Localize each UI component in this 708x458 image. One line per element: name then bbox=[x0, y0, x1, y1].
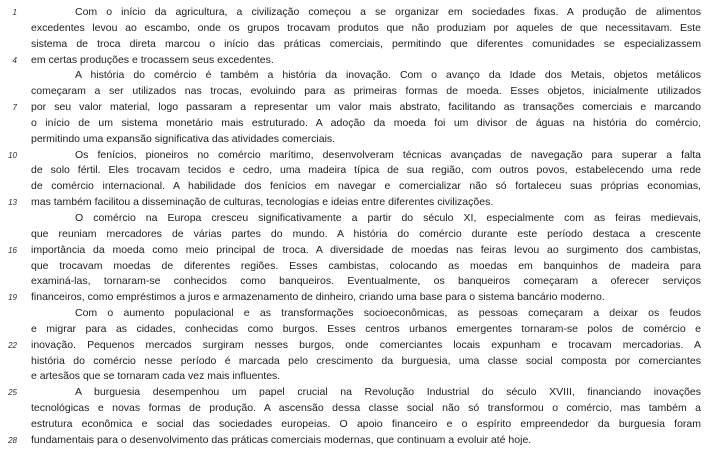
text-line-row bbox=[0, 369, 708, 385]
text-line-row bbox=[0, 401, 708, 417]
line-number: 22 bbox=[8, 340, 17, 350]
line-number bbox=[0, 274, 17, 290]
text-line-row bbox=[0, 163, 708, 179]
text-line-row bbox=[0, 100, 708, 116]
text-line-row bbox=[0, 84, 708, 100]
text-line-row bbox=[0, 116, 708, 132]
text-line-row bbox=[0, 53, 708, 69]
line-number: 19 bbox=[8, 293, 17, 303]
text-line-row bbox=[0, 227, 708, 243]
line-number bbox=[0, 354, 17, 370]
text-line-row bbox=[0, 322, 708, 338]
line-number: 28 bbox=[8, 435, 17, 445]
line-number: 4 bbox=[12, 55, 17, 65]
line-number bbox=[0, 163, 17, 179]
text-line: em certas produções e trocassem seus excedentes. bbox=[31, 53, 274, 66]
line-number bbox=[0, 322, 17, 338]
line-number: 13 bbox=[8, 198, 17, 208]
text-line: financeiros, como empréstimos a juros e armazenamento de dinheiro, criando uma base para o sistema bancário moderno. bbox=[31, 291, 605, 304]
text-line-row bbox=[0, 417, 708, 433]
line-number bbox=[0, 401, 17, 417]
line-number bbox=[0, 227, 17, 243]
text-line-row bbox=[0, 274, 708, 290]
text-line-row bbox=[0, 179, 708, 195]
line-number: 25 bbox=[8, 388, 17, 398]
line-number: 10 bbox=[8, 150, 17, 160]
text-line: Com o início da agricultura, a civilização começou a se organizar em sociedades fixas. A produção de alimentos bbox=[75, 6, 701, 18]
text-line: e migrar para as cidades, conhecidas como burgos. Esses centros urbanos emergentes tornaram-se polos de comércio e bbox=[31, 322, 701, 335]
text-line-row bbox=[0, 290, 708, 306]
line-number bbox=[0, 211, 17, 227]
text-line-row bbox=[0, 5, 708, 21]
text-line-row bbox=[0, 211, 708, 227]
line-number bbox=[0, 369, 17, 385]
text-line: começaram a ser utilizados nas trocas, evoluindo para as primeiras formas de moeda. Esses objetos, inicialmente utilizados bbox=[31, 85, 701, 98]
line-number: 16 bbox=[8, 245, 17, 255]
text-line: que reuniam mercadores de várias partes do mundo. A história do comércio durante este período destaca a crescente bbox=[31, 227, 701, 240]
line-number bbox=[0, 259, 17, 275]
text-line: história do comércio nesse período é marcada pelo crescimento da burguesia, uma classe social composta por comerciantes bbox=[31, 354, 701, 367]
text-line-row bbox=[0, 259, 708, 275]
text-line-row bbox=[0, 132, 708, 148]
text-line: estrutura econômica e social das sociedades europeias. O apoio financeiro e o espírito empreendedor da burguesia foram bbox=[31, 417, 701, 430]
text-line: sistema de troca direta marcou o início das práticas comerciais, permitindo que diferentes comunidades se especializassem bbox=[31, 37, 701, 50]
text-line: examiná-las, tornaram-se conhecidos como banqueiros. Eventualmente, os banqueiros começaram a oferecer serviços bbox=[31, 275, 701, 288]
text-line: inovação. Pequenos mercados surgiram nesses burgos, onde comerciantes locais expunham e trocavam mercadorias. A bbox=[31, 338, 701, 351]
line-number: 7 bbox=[12, 103, 17, 113]
text-line-row bbox=[0, 243, 708, 259]
text-line-row bbox=[0, 195, 708, 211]
text-line: que trocavam moedas de diferentes regiões. Esses cambistas, colocando as moedas em banquinhos de madeira para bbox=[31, 259, 701, 272]
line-number bbox=[0, 21, 17, 37]
line-number bbox=[0, 179, 17, 195]
text-line: fundamentais para o desenvolvimento das práticas comerciais modernas, que continuam a evoluir até hoje. bbox=[31, 433, 532, 446]
text-line: mas também facilitou a disseminação de culturas, tecnologias e ideias entre diferentes civilizações. bbox=[31, 196, 494, 209]
text-line-row bbox=[0, 433, 708, 449]
line-number bbox=[0, 132, 17, 148]
line-number bbox=[0, 84, 17, 100]
text-line-row bbox=[0, 68, 708, 84]
text-line: A história do comércio é também a história da inovação. Com o avanço da Idade dos Metais, objetos metálicos bbox=[75, 69, 701, 82]
text-line-row bbox=[0, 354, 708, 370]
text-line: importância da moeda como meio principal de troca. A diversidade de moedas nas feiras levou ao surgimento dos cambistas, bbox=[31, 243, 701, 256]
text-line: de comércio internacional. A habilidade dos fenícios em navegar e comercializar não só fortaleceu suas próprias economias, bbox=[31, 180, 701, 193]
text-line: tecnológicas e novas formas de produção. A ascensão dessa classe social não só transformou o comércio, mas também a bbox=[31, 402, 701, 415]
text-line: o início de um sistema monetário mais estruturado. A adoção da moeda foi um divisor de águas na história do comércio, bbox=[31, 116, 701, 129]
line-number bbox=[0, 68, 17, 84]
text-line: Os fenícios, pioneiros no comércio marítimo, desenvolveram técnicas avançadas de navegação para superar a falta bbox=[75, 148, 701, 161]
text-line-row bbox=[0, 37, 708, 53]
text-line: permitindo uma expansão significativa das atividades comerciais. bbox=[31, 132, 336, 145]
text-line: A burguesia desempenhou um papel crucial na Revolução Industrial do século XVIII, financiando inovações bbox=[75, 386, 701, 399]
text-line: Com o aumento populacional e as transformações socioeconômicas, as pessoas começaram a deixar os feudos bbox=[75, 307, 701, 320]
line-number bbox=[0, 306, 17, 322]
line-number bbox=[0, 37, 17, 53]
text-line: e artesãos que se tornaram cada vez mais influentes. bbox=[31, 370, 281, 383]
text-line-row bbox=[0, 385, 708, 401]
line-number bbox=[0, 116, 17, 132]
line-number bbox=[0, 417, 17, 433]
text-line-row bbox=[0, 21, 708, 37]
text-line: excedentes levou ao escambo, onde os grupos trocavam produtos que não produziam por aqueles de que necessitavam. Este bbox=[31, 21, 701, 34]
text-line-row bbox=[0, 148, 708, 164]
text-line: por seu valor material, logo passaram a representar um valor mais abstrato, facilitando as transações comerciais e marcando bbox=[31, 101, 701, 114]
line-number: 1 bbox=[12, 8, 17, 17]
text-line-row bbox=[0, 306, 708, 322]
text-line-row bbox=[0, 338, 708, 354]
text-line: de solo fértil. Eles trocavam tecidos e cedro, uma madeira típica de sua região, com outros povos, estabelecendo uma rede bbox=[31, 164, 701, 177]
text-line: O comércio na Europa cresceu significativamente a partir do século XI, especialmente com as feiras medievais, bbox=[75, 211, 701, 224]
